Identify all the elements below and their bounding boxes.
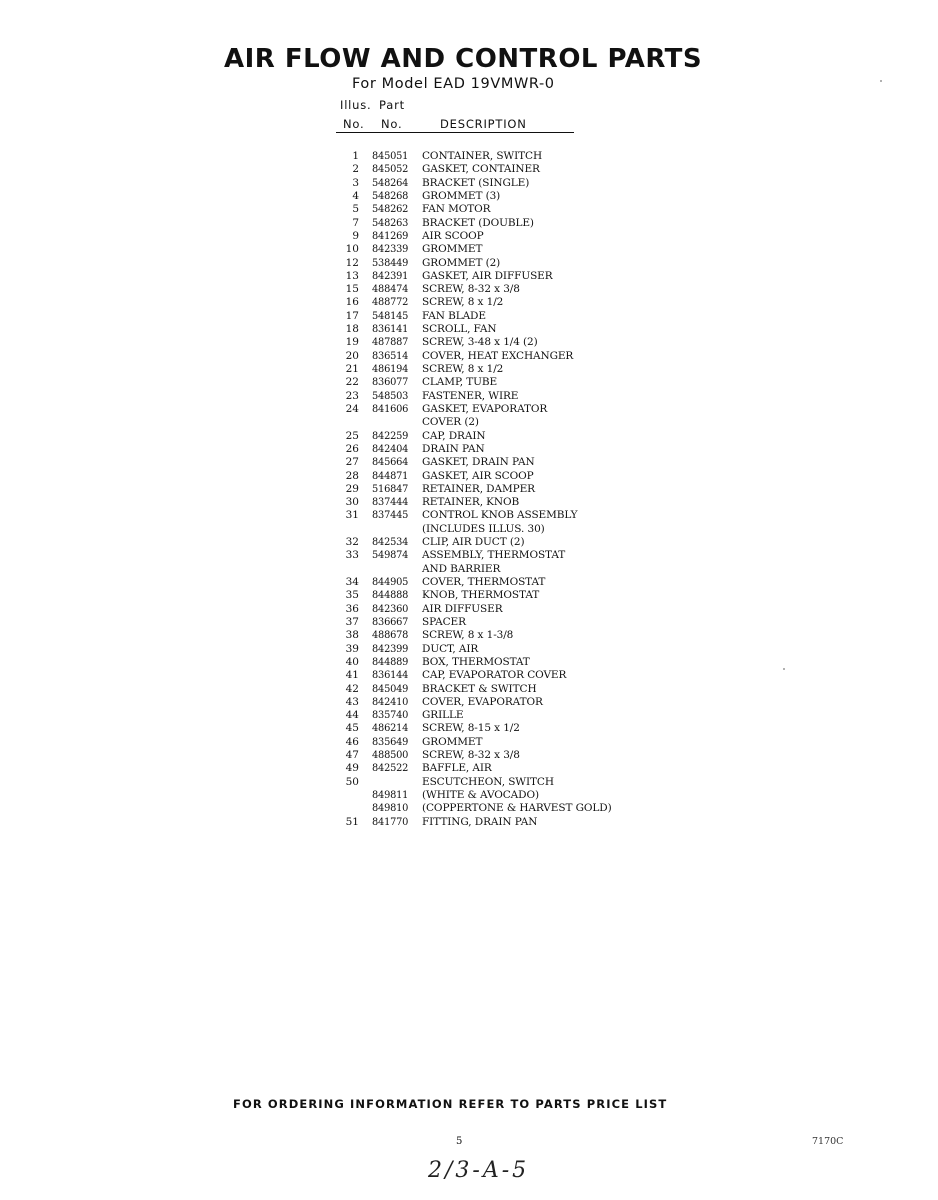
part-description: COVER, EVAPORATOR	[422, 695, 543, 708]
model-subtitle: For Model EAD 19VMWR-0	[352, 76, 555, 92]
part-row	[336, 576, 636, 589]
part-number: 836514	[372, 350, 409, 362]
part-number: 548263	[372, 217, 409, 229]
part-number: 837445	[372, 510, 409, 522]
part-description: GASKET, AIR DIFFUSER	[422, 269, 553, 282]
illus-number: 40	[345, 655, 359, 668]
part-row	[336, 336, 636, 349]
header-illus-label: Illus.	[340, 98, 372, 112]
part-row	[336, 443, 636, 456]
illus-number: 36	[345, 602, 359, 615]
part-row	[336, 203, 636, 216]
part-description: GROMMET	[422, 243, 483, 256]
part-row	[336, 283, 636, 296]
part-number: 548268	[372, 190, 409, 202]
part-description: RETAINER, DAMPER	[422, 482, 535, 495]
part-description: AIR DIFFUSER	[422, 602, 503, 615]
part-description: FITTING, DRAIN PAN	[422, 815, 538, 828]
ordering-footer: FOR ORDERING INFORMATION REFER TO PARTS PRICE LIST	[233, 1097, 668, 1111]
part-number: 548145	[372, 310, 409, 322]
illus-number: 2	[352, 163, 359, 176]
part-number: 835649	[372, 736, 409, 748]
part-description: ESCUTCHEON, SWITCH	[422, 775, 554, 788]
part-number: 488474	[372, 284, 409, 296]
part-row	[336, 177, 636, 190]
part-description: FAN MOTOR	[422, 203, 491, 216]
part-number: 844871	[372, 470, 409, 482]
illus-number: 38	[345, 629, 359, 642]
illus-number: 50	[345, 775, 359, 788]
part-row	[336, 709, 636, 722]
illus-number: 39	[345, 642, 359, 655]
part-number: 849811	[372, 790, 409, 801]
part-description: BRACKET & SWITCH	[422, 682, 537, 695]
part-row	[336, 696, 636, 709]
part-number: 842339	[372, 244, 409, 256]
illus-number: 32	[345, 536, 359, 549]
part-row	[336, 523, 636, 536]
illus-number: 22	[345, 376, 359, 389]
part-row	[336, 310, 636, 323]
part-description: FAN BLADE	[422, 309, 486, 322]
part-number: 842259	[372, 430, 409, 442]
part-row	[336, 243, 636, 256]
illus-number: 46	[345, 735, 359, 748]
part-number: 849810	[372, 803, 409, 815]
illus-number: 25	[345, 429, 359, 442]
part-row	[336, 616, 636, 629]
part-description: GASKET, DRAIN PAN	[422, 456, 535, 469]
part-description: BOX, THERMOSTAT	[422, 655, 530, 668]
part-number: 486194	[372, 364, 409, 375]
part-row	[336, 456, 636, 469]
illus-number: 37	[345, 615, 359, 628]
part-description: GASKET, AIR SCOOP	[422, 469, 534, 482]
page-title: AIR FLOW AND CONTROL PARTS	[224, 44, 703, 74]
part-number: 836667	[372, 616, 409, 628]
part-number: 548503	[372, 390, 409, 402]
page-number: 5	[456, 1136, 463, 1147]
part-row	[336, 643, 636, 656]
part-row	[336, 762, 636, 775]
illus-number: 3	[352, 176, 359, 189]
illus-number: 29	[345, 482, 359, 495]
part-row	[336, 470, 636, 483]
illus-number: 5	[352, 203, 359, 216]
part-description: SCREW, 8 x 1/2	[422, 363, 504, 375]
part-row	[336, 163, 636, 176]
part-number: 836144	[372, 670, 409, 682]
part-description: GROMMET	[422, 735, 483, 748]
illus-number: 34	[345, 576, 359, 588]
illus-number: 26	[345, 442, 359, 455]
part-number: 842391	[372, 270, 409, 282]
illus-number: 18	[345, 323, 359, 336]
header-illus-no: No.	[343, 117, 365, 131]
part-row	[336, 217, 636, 230]
part-description: SCREW, 8-32 x 3/8	[422, 749, 520, 762]
illus-number: 30	[345, 496, 359, 509]
part-row	[336, 190, 636, 203]
part-number: 835740	[372, 710, 409, 722]
part-number: 842404	[372, 443, 409, 455]
scan-speck	[783, 668, 785, 670]
header-description: DESCRIPTION	[440, 117, 527, 131]
part-description: (INCLUDES ILLUS. 30)	[422, 522, 545, 535]
part-row	[336, 403, 636, 416]
illus-number: 4	[352, 189, 359, 202]
part-description: (COPPERTONE & HARVEST GOLD)	[422, 802, 612, 815]
part-row	[336, 656, 636, 669]
illus-number: 35	[345, 589, 359, 602]
illus-number: 28	[345, 469, 359, 482]
part-description: CAP, DRAIN	[422, 429, 486, 442]
part-row	[336, 483, 636, 496]
part-row	[336, 270, 636, 283]
part-description: KNOB, THERMOSTAT	[422, 589, 540, 602]
part-description: SPACER	[422, 615, 466, 628]
part-description: SCREW, 8 x 1-3/8	[422, 629, 514, 642]
part-row	[336, 416, 636, 429]
part-number: 842399	[372, 643, 409, 655]
part-description: BRACKET (DOUBLE)	[422, 216, 534, 229]
header-rule	[336, 132, 574, 133]
part-number: 488500	[372, 750, 409, 762]
part-number: 842360	[372, 603, 409, 615]
part-description: FASTENER, WIRE	[422, 389, 519, 402]
part-description: CONTROL KNOB ASSEMBLY	[422, 509, 578, 522]
part-description: AND BARRIER	[422, 562, 501, 575]
part-description: GRILLE	[422, 709, 464, 722]
part-description: CLIP, AIR DUCT (2)	[422, 536, 525, 549]
part-description: SCREW, 8-15 x 1/2	[422, 722, 520, 735]
part-number: 845051	[372, 151, 409, 162]
part-number: 486214	[372, 723, 409, 735]
part-number: 549874	[372, 550, 409, 562]
part-number: 842410	[372, 696, 409, 708]
illus-number: 24	[345, 402, 359, 415]
scan-speck	[880, 80, 882, 82]
part-number: 487887	[372, 337, 409, 349]
illus-number: 16	[345, 296, 359, 309]
part-description: GASKET, CONTAINER	[422, 163, 540, 176]
part-row	[336, 669, 636, 682]
part-description: CONTAINER, SWITCH	[422, 150, 543, 162]
part-row	[336, 563, 636, 576]
part-number: 836141	[372, 324, 409, 336]
part-row	[336, 150, 636, 163]
part-number: 844905	[372, 577, 409, 588]
part-row	[336, 776, 636, 789]
illus-number: 10	[345, 243, 359, 256]
part-number: 845049	[372, 683, 409, 695]
part-row	[336, 603, 636, 616]
illus-number: 51	[345, 815, 359, 828]
handwritten-note: 2/3-A-5	[428, 1158, 530, 1183]
part-row	[336, 629, 636, 642]
part-row	[336, 749, 636, 762]
header-part-no: No.	[381, 117, 403, 131]
illus-number: 9	[352, 229, 359, 242]
part-row	[336, 376, 636, 389]
part-description: ASSEMBLY, THERMOSTAT	[422, 549, 566, 562]
part-row	[336, 589, 636, 602]
illus-number: 19	[345, 336, 359, 349]
part-row	[336, 257, 636, 270]
part-row	[336, 549, 636, 562]
illus-number: 1	[352, 150, 359, 162]
part-number: 548262	[372, 204, 409, 216]
part-number: 488772	[372, 297, 409, 309]
part-description: SCREW, 3-48 x 1/4 (2)	[422, 336, 538, 349]
part-row	[336, 350, 636, 363]
illus-number: 33	[345, 549, 359, 562]
part-number: 548264	[372, 177, 409, 189]
part-number: 841269	[372, 230, 409, 242]
part-number: 844888	[372, 590, 409, 602]
part-description: RETAINER, KNOB	[422, 496, 520, 509]
illus-number: 47	[345, 749, 359, 762]
part-row	[336, 536, 636, 549]
illus-number: 23	[345, 389, 359, 402]
part-description: CAP, EVAPORATOR COVER	[422, 669, 567, 682]
part-description: BAFFLE, AIR	[422, 762, 492, 775]
part-row	[336, 736, 636, 749]
part-number: 488678	[372, 630, 409, 642]
part-description: DRAIN PAN	[422, 442, 485, 455]
part-row	[336, 363, 636, 376]
part-row	[336, 323, 636, 336]
part-description: COVER, THERMOSTAT	[422, 576, 546, 588]
part-number: 842522	[372, 763, 409, 775]
part-number: 841770	[372, 816, 409, 828]
illus-number: 21	[345, 363, 359, 375]
part-number: 836077	[372, 377, 409, 389]
illus-number: 43	[345, 695, 359, 708]
part-description: GROMMET (2)	[422, 256, 501, 269]
part-description: CLAMP, TUBE	[422, 376, 498, 389]
part-row	[336, 509, 636, 522]
part-row	[336, 296, 636, 309]
part-description: GASKET, EVAPORATOR	[422, 402, 548, 415]
illus-number: 13	[345, 269, 359, 282]
illus-number: 44	[345, 709, 359, 722]
part-row	[336, 789, 636, 802]
part-description: AIR SCOOP	[422, 229, 484, 242]
part-description: SCREW, 8 x 1/2	[422, 296, 504, 309]
illus-number: 42	[345, 682, 359, 695]
parts-list	[336, 150, 636, 829]
illus-number: 17	[345, 309, 359, 322]
header-part-label: Part	[379, 98, 405, 112]
part-description: GROMMET (3)	[422, 189, 501, 202]
illus-number: 27	[345, 456, 359, 469]
illus-number: 45	[345, 722, 359, 735]
part-row	[336, 496, 636, 509]
part-description: BRACKET (SINGLE)	[422, 176, 530, 189]
part-description: COVER (2)	[422, 416, 479, 429]
part-number: 516847	[372, 483, 409, 495]
part-number: 842534	[372, 537, 409, 549]
part-number: 538449	[372, 257, 409, 269]
illus-number: 20	[345, 349, 359, 362]
part-row	[336, 430, 636, 443]
illus-number: 49	[345, 762, 359, 775]
illus-number: 15	[345, 283, 359, 296]
illus-number: 31	[345, 509, 359, 522]
document-code: 7170C	[812, 1136, 844, 1147]
part-description: COVER, HEAT EXCHANGER	[422, 349, 574, 362]
part-number: 845664	[372, 457, 409, 469]
part-row	[336, 722, 636, 735]
part-description: SCROLL, FAN	[422, 323, 497, 336]
part-description: SCREW, 8-32 x 3/8	[422, 283, 520, 296]
part-number: 844889	[372, 656, 409, 668]
part-number: 845052	[372, 164, 409, 176]
part-row	[336, 802, 636, 815]
part-number: 837444	[372, 497, 409, 509]
part-row	[336, 816, 636, 829]
illus-number: 41	[345, 669, 359, 682]
part-row	[336, 683, 636, 696]
part-row	[336, 230, 636, 243]
part-number: 841606	[372, 403, 409, 415]
part-description: DUCT, AIR	[422, 642, 479, 655]
illus-number: 12	[345, 256, 359, 269]
part-row	[336, 390, 636, 403]
illus-number: 7	[352, 216, 359, 229]
part-description: (WHITE & AVOCADO)	[422, 789, 539, 801]
